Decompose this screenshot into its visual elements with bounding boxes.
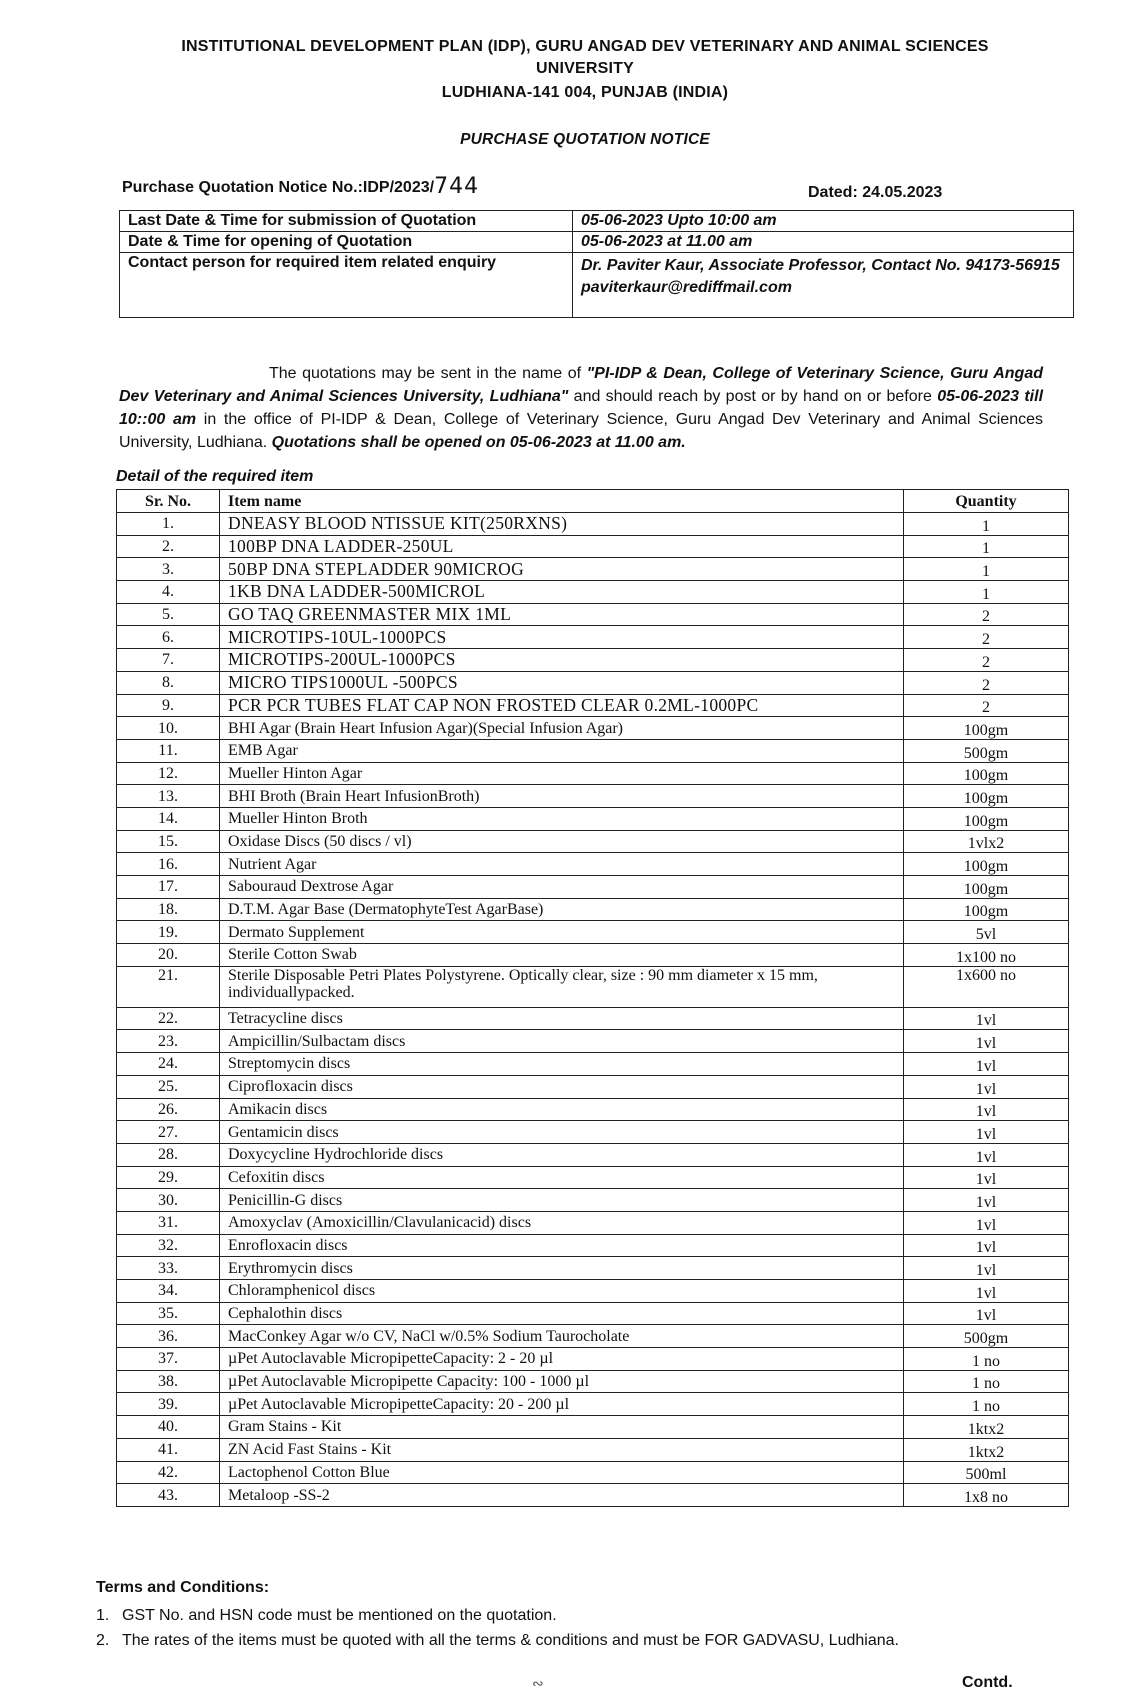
table-row xyxy=(117,1325,1069,1348)
items-table xyxy=(116,489,1069,1507)
cell-sr-no: 30. xyxy=(117,1189,220,1212)
schedule-label: Last Date & Time for submission of Quotation xyxy=(120,211,573,232)
cell-item-name: Gentamicin discs xyxy=(220,1121,904,1144)
cell-sr-no: 28. xyxy=(117,1143,220,1166)
cell-quantity: 1vl xyxy=(904,1075,1069,1098)
cell-sr-no: 41. xyxy=(117,1438,220,1461)
cell-item-name: Tetracycline discs xyxy=(220,1007,904,1030)
cell-quantity: 1vl xyxy=(904,1234,1069,1257)
cell-quantity: 1ktx2 xyxy=(904,1416,1069,1439)
table-row xyxy=(117,898,1069,921)
cell-sr-no: 13. xyxy=(117,785,220,808)
table-row xyxy=(117,1280,1069,1303)
table-row xyxy=(117,1053,1069,1076)
cell-item-name: Gram Stains - Kit xyxy=(220,1416,904,1439)
cell-item-name: Cephalothin discs xyxy=(220,1302,904,1325)
cell-item-name: Penicillin-G discs xyxy=(220,1189,904,1212)
cell-sr-no: 5. xyxy=(117,603,220,626)
cell-quantity: 1vl xyxy=(904,1121,1069,1144)
table-row xyxy=(117,535,1069,558)
table-row xyxy=(117,671,1069,694)
cell-quantity: 1vl xyxy=(904,1007,1069,1030)
cell-quantity: 1vl xyxy=(904,1143,1069,1166)
table-row xyxy=(117,1189,1069,1212)
cell-sr-no: 10. xyxy=(117,717,220,740)
cell-sr-no: 37. xyxy=(117,1348,220,1371)
table-row xyxy=(117,807,1069,830)
table-row xyxy=(117,1484,1069,1507)
cell-quantity: 1vl xyxy=(904,1098,1069,1121)
terms-item: 2. The rates of the items must be quoted with all the terms & conditions and must be FOR GADVASU, Ludhiana. xyxy=(96,1632,899,1649)
continued-label: Contd. xyxy=(962,1674,1013,1691)
table-row xyxy=(117,1098,1069,1121)
table-row xyxy=(117,785,1069,808)
table-row xyxy=(117,1348,1069,1371)
notice-title: PURCHASE QUOTATION NOTICE xyxy=(460,131,710,148)
cell-sr-no: 40. xyxy=(117,1416,220,1439)
cell-sr-no: 32. xyxy=(117,1234,220,1257)
cell-quantity: 1vl xyxy=(904,1166,1069,1189)
table-row xyxy=(117,1211,1069,1234)
cell-item-name: MacConkey Agar w/o CV, NaCl w/0.5% Sodium Taurocholate xyxy=(220,1325,904,1348)
cell-quantity: 1 xyxy=(904,581,1069,604)
cell-item-name: Lactophenol Cotton Blue xyxy=(220,1461,904,1484)
cell-quantity: 1vl xyxy=(904,1030,1069,1053)
cell-quantity: 5vl xyxy=(904,921,1069,944)
table-row xyxy=(117,694,1069,717)
cell-item-name: µPet Autoclavable Micropipette Capacity: 100 - 1000 µl xyxy=(220,1370,904,1393)
terms-title: Terms and Conditions: xyxy=(96,1579,270,1596)
cell-quantity: 1 xyxy=(904,513,1069,536)
table-row xyxy=(117,1121,1069,1144)
table-row xyxy=(117,1370,1069,1393)
cell-sr-no: 24. xyxy=(117,1053,220,1076)
terms-list xyxy=(96,1603,1056,1653)
items-header-row xyxy=(117,490,1069,513)
cell-sr-no: 29. xyxy=(117,1166,220,1189)
cell-sr-no: 35. xyxy=(117,1302,220,1325)
schedule-row xyxy=(120,211,1074,232)
cell-item-name: Chloramphenicol discs xyxy=(220,1280,904,1303)
cell-quantity: 2 xyxy=(904,671,1069,694)
table-row xyxy=(117,762,1069,785)
cell-sr-no: 42. xyxy=(117,1461,220,1484)
cell-sr-no: 7. xyxy=(117,649,220,672)
notice-date: Dated: 24.05.2023 xyxy=(808,184,943,201)
notice-number-label: Purchase Quotation Notice No.:IDP/2023/ xyxy=(122,179,435,196)
cell-item-name: Mueller Hinton Agar xyxy=(220,762,904,785)
cell-item-name: Ciprofloxacin discs xyxy=(220,1075,904,1098)
schedule-label: Date & Time for opening of Quotation xyxy=(120,232,573,253)
cell-quantity: 2 xyxy=(904,649,1069,672)
cell-sr-no: 43. xyxy=(117,1484,220,1507)
table-row xyxy=(117,830,1069,853)
cell-sr-no: 18. xyxy=(117,898,220,921)
cell-quantity: 500gm xyxy=(904,739,1069,762)
items-body xyxy=(117,513,1069,1507)
cell-quantity: 1vl xyxy=(904,1257,1069,1280)
cell-sr-no: 6. xyxy=(117,626,220,649)
cell-item-name: Sabouraud Dextrose Agar xyxy=(220,876,904,899)
cell-item-name: GO TAQ GREENMASTER MIX 1ML xyxy=(220,603,904,626)
cell-sr-no: 34. xyxy=(117,1280,220,1303)
table-row xyxy=(117,603,1069,626)
table-row xyxy=(117,853,1069,876)
cell-item-name: Dermato Supplement xyxy=(220,921,904,944)
cell-item-name: Cefoxitin discs xyxy=(220,1166,904,1189)
table-row xyxy=(117,1143,1069,1166)
cell-quantity: 1 no xyxy=(904,1348,1069,1371)
cell-item-name: Enrofloxacin discs xyxy=(220,1234,904,1257)
cell-sr-no: 14. xyxy=(117,807,220,830)
table-row xyxy=(117,513,1069,536)
cell-item-name: Amikacin discs xyxy=(220,1098,904,1121)
table-row xyxy=(117,739,1069,762)
cell-item-name: Streptomycin discs xyxy=(220,1053,904,1076)
cell-sr-no: 9. xyxy=(117,694,220,717)
cell-quantity: 1 no xyxy=(904,1370,1069,1393)
cell-quantity: 1x600 no xyxy=(904,966,1069,1007)
cell-sr-no: 21. xyxy=(117,966,220,1007)
schedule-label: Contact person for required item related enquiry xyxy=(120,253,573,318)
table-row xyxy=(117,921,1069,944)
cell-quantity: 1 xyxy=(904,535,1069,558)
cell-quantity: 100gm xyxy=(904,762,1069,785)
cell-item-name: 1KB DNA LADDER-500MICROL xyxy=(220,581,904,604)
table-row xyxy=(117,1030,1069,1053)
detail-title: Detail of the required item xyxy=(116,468,314,485)
cell-item-name: MICRO TIPS1000UL -500PCS xyxy=(220,671,904,694)
schedule-value: 05-06-2023 at 11.00 am xyxy=(573,232,1074,253)
cell-item-name: µPet Autoclavable MicropipetteCapacity: 20 - 200 µl xyxy=(220,1393,904,1416)
cell-sr-no: 25. xyxy=(117,1075,220,1098)
table-row xyxy=(117,581,1069,604)
table-row xyxy=(117,1438,1069,1461)
schedule-row xyxy=(120,232,1074,253)
header-line-2: UNIVERSITY xyxy=(535,60,634,77)
schedule-value: 05-06-2023 Upto 10:00 am xyxy=(573,211,1074,232)
cell-quantity: 500gm xyxy=(904,1325,1069,1348)
margin-mark: ∾ xyxy=(532,1676,544,1692)
cell-item-name: 100BP DNA LADDER-250UL xyxy=(220,535,904,558)
cell-sr-no: 8. xyxy=(117,671,220,694)
table-row xyxy=(117,1461,1069,1484)
cell-sr-no: 26. xyxy=(117,1098,220,1121)
contact-person: Dr. Paviter Kaur, Associate Professor, Contact No. 94173-56915 xyxy=(581,257,1060,274)
cell-quantity: 2 xyxy=(904,603,1069,626)
header-address: LUDHIANA-141 004, PUNJAB (INDIA) xyxy=(441,84,729,101)
cell-sr-no: 39. xyxy=(117,1393,220,1416)
cell-sr-no: 23. xyxy=(117,1030,220,1053)
table-row xyxy=(117,1007,1069,1030)
cell-sr-no: 20. xyxy=(117,944,220,967)
cell-item-name: Metaloop -SS-2 xyxy=(220,1484,904,1507)
table-row xyxy=(117,1416,1069,1439)
table-row xyxy=(117,966,1069,1007)
table-row xyxy=(117,1257,1069,1280)
cell-quantity: 1vl xyxy=(904,1280,1069,1303)
cell-item-name: MICROTIPS-200UL-1000PCS xyxy=(220,649,904,672)
cell-sr-no: 16. xyxy=(117,853,220,876)
notice-number-handwritten: 744 xyxy=(434,174,480,199)
cell-sr-no: 17. xyxy=(117,876,220,899)
cell-item-name: Oxidase Discs (50 discs / vl) xyxy=(220,830,904,853)
table-row xyxy=(117,944,1069,967)
cell-item-name: BHI Agar (Brain Heart Infusion Agar)(Special Infusion Agar) xyxy=(220,717,904,740)
cell-sr-no: 27. xyxy=(117,1121,220,1144)
table-row xyxy=(117,1075,1069,1098)
cell-item-name: 50BP DNA STEPLADDER 90MICROG xyxy=(220,558,904,581)
cell-item-name: D.T.M. Agar Base (DermatophyteTest AgarBase) xyxy=(220,898,904,921)
submission-paragraph: The quotations may be sent in the name of "PI-IDP & Dean, College of Veterinary Science, Guru Angad Dev Veterinary and Animal Sciences University, Ludhiana" and should reach by post or by hand on or before 05-06-2023 till 10::00 am in the office of PI-IDP & Dean, College of Veterinary Science, Guru Angad Dev Veterinary and Animal Sciences University, Ludhiana. Quotations shall be opened on 05-06-2023 at 11.00 am. xyxy=(119,365,1044,451)
cell-quantity: 100gm xyxy=(904,785,1069,808)
cell-item-name: Nutrient Agar xyxy=(220,853,904,876)
cell-item-name: PCR PCR TUBES FLAT CAP NON FROSTED CLEAR 0.2ML-1000PC xyxy=(220,694,904,717)
cell-quantity: 1vl xyxy=(904,1211,1069,1234)
table-row xyxy=(117,649,1069,672)
cell-quantity: 1vlx2 xyxy=(904,830,1069,853)
table-row xyxy=(117,876,1069,899)
cell-quantity: 100gm xyxy=(904,853,1069,876)
cell-item-name: BHI Broth (Brain Heart InfusionBroth) xyxy=(220,785,904,808)
cell-item-name: Doxycycline Hydrochloride discs xyxy=(220,1143,904,1166)
cell-sr-no: 12. xyxy=(117,762,220,785)
table-row xyxy=(117,1393,1069,1416)
cell-sr-no: 31. xyxy=(117,1211,220,1234)
cell-item-name: Mueller Hinton Broth xyxy=(220,807,904,830)
cell-sr-no: 19. xyxy=(117,921,220,944)
cell-quantity: 100gm xyxy=(904,876,1069,899)
cell-item-name: Erythromycin discs xyxy=(220,1257,904,1280)
schedule-value xyxy=(573,253,1074,318)
schedule-row xyxy=(120,253,1074,318)
cell-item-name: Sterile Disposable Petri Plates Polystyrene. Optically clear, size : 90 mm diameter x 15 mm, individuallypacked. xyxy=(220,966,904,1007)
table-row xyxy=(117,626,1069,649)
contact-email[interactable]: paviterkaur@rediffmail.com xyxy=(581,279,792,296)
notice-number xyxy=(122,174,479,199)
cell-quantity: 1vl xyxy=(904,1053,1069,1076)
cell-sr-no: 1. xyxy=(117,513,220,536)
cell-sr-no: 3. xyxy=(117,558,220,581)
cell-sr-no: 22. xyxy=(117,1007,220,1030)
cell-quantity: 1vl xyxy=(904,1189,1069,1212)
header-line-1: INSTITUTIONAL DEVELOPMENT PLAN (IDP), GURU ANGAD DEV VETERINARY AND ANIMAL SCIENCES xyxy=(181,38,989,55)
cell-quantity: 500ml xyxy=(904,1461,1069,1484)
cell-item-name: MICROTIPS-10UL-1000PCS xyxy=(220,626,904,649)
schedule-table xyxy=(119,210,1074,318)
table-row xyxy=(117,1302,1069,1325)
col-header-sr: Sr. No. xyxy=(117,490,220,513)
cell-quantity: 1ktx2 xyxy=(904,1438,1069,1461)
table-row xyxy=(117,1234,1069,1257)
cell-item-name: Ampicillin/Sulbactam discs xyxy=(220,1030,904,1053)
cell-quantity: 100gm xyxy=(904,717,1069,740)
cell-item-name: EMB Agar xyxy=(220,739,904,762)
cell-sr-no: 2. xyxy=(117,535,220,558)
cell-quantity: 100gm xyxy=(904,898,1069,921)
cell-item-name: Amoxyclav (Amoxicillin/Clavulanicacid) discs xyxy=(220,1211,904,1234)
cell-quantity: 1x8 no xyxy=(904,1484,1069,1507)
cell-item-name: Sterile Cotton Swab xyxy=(220,944,904,967)
table-row xyxy=(117,558,1069,581)
cell-quantity: 1x100 no xyxy=(904,944,1069,967)
cell-item-name: DNEASY BLOOD NTISSUE KIT(250RXNS) xyxy=(220,513,904,536)
col-header-item: Item name xyxy=(220,490,904,513)
cell-item-name: µPet Autoclavable MicropipetteCapacity: 2 - 20 µl xyxy=(220,1348,904,1371)
table-row xyxy=(117,1166,1069,1189)
cell-sr-no: 33. xyxy=(117,1257,220,1280)
terms-item: 1. GST No. and HSN code must be mentioned on the quotation. xyxy=(96,1607,557,1624)
cell-quantity: 2 xyxy=(904,694,1069,717)
cell-quantity: 2 xyxy=(904,626,1069,649)
cell-sr-no: 15. xyxy=(117,830,220,853)
col-header-qty: Quantity xyxy=(904,490,1069,513)
cell-sr-no: 36. xyxy=(117,1325,220,1348)
cell-sr-no: 4. xyxy=(117,581,220,604)
cell-sr-no: 38. xyxy=(117,1370,220,1393)
table-row xyxy=(117,717,1069,740)
cell-quantity: 100gm xyxy=(904,807,1069,830)
cell-sr-no: 11. xyxy=(117,739,220,762)
cell-quantity: 1 no xyxy=(904,1393,1069,1416)
cell-quantity: 1vl xyxy=(904,1302,1069,1325)
cell-quantity: 1 xyxy=(904,558,1069,581)
cell-item-name: ZN Acid Fast Stains - Kit xyxy=(220,1438,904,1461)
